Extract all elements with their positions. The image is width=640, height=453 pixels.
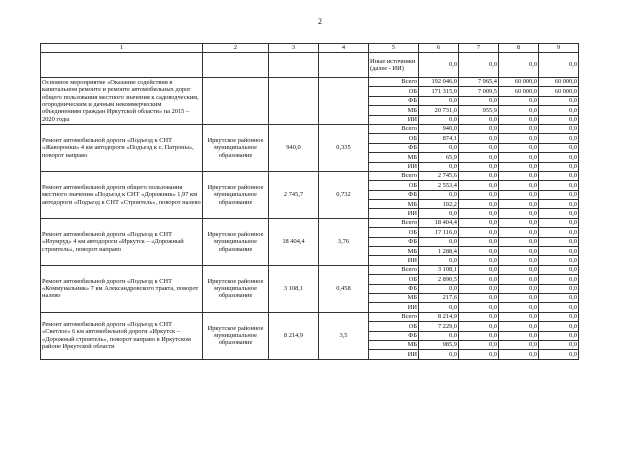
source-label: МБ	[369, 153, 419, 162]
column-number-row	[41, 44, 579, 53]
value-cell: 171 315,0	[419, 87, 459, 96]
value-cell: 0,0	[539, 265, 579, 274]
value-cell: 0,0	[499, 209, 539, 218]
value-cell: 0,0	[499, 284, 539, 293]
activity-name: Ремонт автомобильной дороги «Подъезд к СНТ «Изумруд» 4 км автодороги «Иркутск – «Дорожный строитель», поворот направо	[41, 218, 203, 265]
value-cell: 17 116,0	[419, 228, 459, 237]
value-cell: 0,0	[419, 115, 459, 124]
column-number: 3	[269, 44, 319, 53]
value-cell: 0,0	[499, 322, 539, 331]
value-cell: 0,0	[499, 124, 539, 133]
value-cell: 1 288,4	[419, 247, 459, 256]
value-cell: 0,0	[419, 96, 459, 105]
value-cell: 0,0	[459, 303, 499, 312]
value-cell: 0,0	[419, 53, 459, 78]
value-cell: 0,0	[539, 331, 579, 340]
value-cell: 192,2	[419, 200, 459, 209]
value-cell: 0,0	[459, 312, 499, 321]
source-label: МБ	[369, 200, 419, 209]
value-cell: 2 890,5	[419, 275, 459, 284]
value-cell: 0,0	[539, 247, 579, 256]
source-label: ФБ	[369, 237, 419, 246]
column-number: 4	[319, 44, 369, 53]
value-cell: 0,0	[459, 256, 499, 265]
executor-cell: Иркутское районное муниципальное образование	[203, 171, 269, 218]
empty-cell	[269, 53, 319, 78]
value-cell: 0,0	[419, 190, 459, 199]
value-cell: 0,0	[499, 340, 539, 349]
value-cell: 0,0	[499, 134, 539, 143]
value-cell: 0,0	[499, 293, 539, 302]
cost-cell	[269, 78, 319, 125]
value-cell: 7 009,5	[459, 87, 499, 96]
value-cell: 60 000,0	[539, 87, 579, 96]
value-cell: 0,0	[499, 331, 539, 340]
source-label: МБ	[369, 106, 419, 115]
other-sources-row	[41, 53, 579, 78]
value-cell: 0,0	[459, 181, 499, 190]
value-cell: 0,0	[499, 181, 539, 190]
value-cell: 18 404,4	[419, 218, 459, 227]
value-cell: 0,0	[539, 209, 579, 218]
source-label: ОБ	[369, 275, 419, 284]
value-cell: 0,0	[499, 106, 539, 115]
value-cell: 217,6	[419, 293, 459, 302]
source-label: Всего	[369, 265, 419, 274]
length-cell: 0,732	[319, 171, 369, 218]
value-cell: 0,0	[499, 228, 539, 237]
cost-cell: 18 404,4	[269, 218, 319, 265]
value-cell: 20 731,0	[419, 106, 459, 115]
value-cell: 0,0	[499, 247, 539, 256]
value-cell: 0,0	[499, 153, 539, 162]
source-label: ИИ	[369, 350, 419, 359]
source-label: ОБ	[369, 228, 419, 237]
value-cell: 0,0	[419, 162, 459, 171]
value-cell: 0,0	[499, 190, 539, 199]
value-cell: 192 046,0	[419, 78, 459, 87]
source-label: ИИ	[369, 115, 419, 124]
value-cell: 0,0	[499, 256, 539, 265]
value-cell: 60 000,0	[499, 78, 539, 87]
table-row	[41, 218, 579, 227]
value-cell: 0,0	[539, 237, 579, 246]
column-number: 8	[499, 44, 539, 53]
source-label: ФБ	[369, 190, 419, 199]
table-row	[41, 312, 579, 321]
column-number: 6	[419, 44, 459, 53]
table-row	[41, 78, 579, 87]
value-cell: 0,0	[539, 303, 579, 312]
cost-cell: 2 745,7	[269, 171, 319, 218]
value-cell: 0,0	[539, 115, 579, 124]
source-label: ФБ	[369, 96, 419, 105]
value-cell: 0,0	[539, 143, 579, 152]
table-row	[41, 265, 579, 274]
value-cell: 0,0	[459, 322, 499, 331]
other-sources-label: Иные источники (далее - ИИ)	[369, 53, 419, 78]
value-cell: 0,0	[539, 275, 579, 284]
source-label: ИИ	[369, 162, 419, 171]
value-cell: 0,0	[539, 124, 579, 133]
activity-name: Ремонт автомобильной дороги «Подъезд к СНТ «Коммунальник» 7 км Александровского тракта, поворот налево	[41, 265, 203, 312]
length-cell: 0,458	[319, 265, 369, 312]
source-label: ОБ	[369, 87, 419, 96]
activity-name: Ремонт автомобильной дороги общего пользования местного значения «Подъезд к СНТ «Дорожник» 1,97 км автодороги «Подъезд к СНТ «Строитель», поворот налево	[41, 171, 203, 218]
value-cell: 0,0	[499, 237, 539, 246]
source-label: ИИ	[369, 303, 419, 312]
column-number: 5	[369, 44, 419, 53]
value-cell: 0,0	[419, 237, 459, 246]
length-cell	[319, 78, 369, 125]
source-label: ОБ	[369, 181, 419, 190]
executor-cell	[203, 78, 269, 125]
value-cell: 0,0	[419, 350, 459, 359]
value-cell: 0,0	[539, 106, 579, 115]
value-cell: 0,0	[539, 162, 579, 171]
value-cell: 0,0	[459, 162, 499, 171]
length-cell: 3,5	[319, 312, 369, 359]
value-cell: 0,0	[419, 284, 459, 293]
value-cell: 0,0	[459, 340, 499, 349]
value-cell: 0,0	[539, 153, 579, 162]
activity-name: Ремонт автомобильной дороги «Подъезд к СНТ «Светлое» 6 км автомобильной дороги «Иркутск – «Дорожный строитель», поворот направо в Иркутском районе Иркутской области	[41, 312, 203, 359]
value-cell: 0,0	[459, 171, 499, 180]
value-cell: 0,0	[459, 237, 499, 246]
value-cell: 0,0	[499, 115, 539, 124]
value-cell: 0,0	[539, 322, 579, 331]
length-cell: 3,76	[319, 218, 369, 265]
value-cell: 65,9	[419, 153, 459, 162]
value-cell: 0,0	[539, 228, 579, 237]
table-row	[41, 124, 579, 133]
program-table	[40, 43, 579, 360]
value-cell: 0,0	[539, 218, 579, 227]
value-cell: 0,0	[539, 293, 579, 302]
column-number: 1	[41, 44, 203, 53]
source-label: ФБ	[369, 143, 419, 152]
value-cell: 0,0	[459, 143, 499, 152]
value-cell: 0,0	[539, 284, 579, 293]
value-cell: 0,0	[539, 53, 579, 78]
executor-cell: Иркутское районное муниципальное образование	[203, 218, 269, 265]
source-label: Всего	[369, 312, 419, 321]
value-cell: 0,0	[419, 209, 459, 218]
value-cell: 0,0	[539, 200, 579, 209]
value-cell: 0,0	[499, 96, 539, 105]
value-cell: 0,0	[539, 96, 579, 105]
value-cell: 0,0	[499, 312, 539, 321]
source-label: ФБ	[369, 284, 419, 293]
value-cell: 0,0	[459, 218, 499, 227]
column-number: 9	[539, 44, 579, 53]
source-label: Всего	[369, 171, 419, 180]
value-cell: 0,0	[539, 340, 579, 349]
value-cell: 0,0	[459, 209, 499, 218]
value-cell: 0,0	[459, 331, 499, 340]
value-cell: 0,0	[499, 265, 539, 274]
value-cell: 0,0	[539, 190, 579, 199]
value-cell: 7 229,0	[419, 322, 459, 331]
empty-cell	[41, 53, 203, 78]
source-label: Всего	[369, 124, 419, 133]
source-label: ОБ	[369, 322, 419, 331]
page-number: 2	[318, 17, 322, 26]
executor-cell: Иркутское районное муниципальное образование	[203, 312, 269, 359]
value-cell: 0,0	[499, 143, 539, 152]
value-cell: 0,0	[499, 218, 539, 227]
value-cell: 0,0	[539, 181, 579, 190]
value-cell: 0,0	[419, 303, 459, 312]
value-cell: 2 745,6	[419, 171, 459, 180]
value-cell: 0,0	[459, 124, 499, 133]
value-cell: 0,0	[499, 303, 539, 312]
cost-cell: 8 214,9	[269, 312, 319, 359]
value-cell: 0,0	[459, 228, 499, 237]
empty-cell	[319, 53, 369, 78]
source-label: МБ	[369, 247, 419, 256]
value-cell: 0,0	[539, 312, 579, 321]
value-cell: 0,0	[459, 275, 499, 284]
value-cell: 0,0	[499, 275, 539, 284]
source-label: ФБ	[369, 331, 419, 340]
value-cell: 0,0	[459, 247, 499, 256]
length-cell: 0,335	[319, 124, 369, 171]
source-label: ОБ	[369, 134, 419, 143]
value-cell: 3 108,1	[419, 265, 459, 274]
value-cell: 0,0	[419, 256, 459, 265]
value-cell: 60 000,0	[499, 87, 539, 96]
table-row	[41, 171, 579, 180]
column-number: 2	[203, 44, 269, 53]
value-cell: 0,0	[539, 350, 579, 359]
cost-cell: 940,0	[269, 124, 319, 171]
value-cell: 0,0	[499, 171, 539, 180]
value-cell: 0,0	[419, 143, 459, 152]
value-cell: 0,0	[539, 256, 579, 265]
cost-cell: 3 108,1	[269, 265, 319, 312]
empty-cell	[203, 53, 269, 78]
activity-name: Ремонт автомобильной дороги «Подъезд к СНТ «Жаворонки» 4 км автодороги «Подъезд к с. Патроны», поворот направо	[41, 124, 203, 171]
value-cell: 0,0	[459, 134, 499, 143]
value-cell: 0,0	[459, 293, 499, 302]
source-label: Всего	[369, 78, 419, 87]
activity-name: Основное мероприятие «Оказание содействия в капитальном ремонте и ремонте автомобильных дорог общего пользования местного значения к садоводческим, огородническим и дачным некоммерческим объединениям граждан Иркутской области» на 2015 – 2020 годы	[41, 78, 203, 125]
value-cell: 0,0	[539, 171, 579, 180]
value-cell: 0,0	[459, 190, 499, 199]
value-cell: 0,0	[459, 115, 499, 124]
value-cell: 0,0	[499, 162, 539, 171]
source-label: ИИ	[369, 209, 419, 218]
executor-cell: Иркутское районное муниципальное образование	[203, 124, 269, 171]
value-cell: 8 214,9	[419, 312, 459, 321]
value-cell: 0,0	[499, 350, 539, 359]
source-label: Всего	[369, 218, 419, 227]
value-cell: 940,0	[419, 124, 459, 133]
value-cell: 0,0	[419, 331, 459, 340]
value-cell: 0,0	[499, 53, 539, 78]
value-cell: 2 553,4	[419, 181, 459, 190]
value-cell: 955,9	[459, 106, 499, 115]
value-cell: 0,0	[459, 284, 499, 293]
value-cell: 0,0	[459, 265, 499, 274]
value-cell: 60 000,0	[539, 78, 579, 87]
value-cell: 7 965,4	[459, 78, 499, 87]
value-cell: 0,0	[499, 200, 539, 209]
value-cell: 985,9	[419, 340, 459, 349]
value-cell: 0,0	[459, 53, 499, 78]
source-label: МБ	[369, 293, 419, 302]
column-number: 7	[459, 44, 499, 53]
value-cell: 0,0	[539, 134, 579, 143]
source-label: ИИ	[369, 256, 419, 265]
value-cell: 0,0	[459, 96, 499, 105]
source-label: МБ	[369, 340, 419, 349]
value-cell: 874,1	[419, 134, 459, 143]
value-cell: 0,0	[459, 153, 499, 162]
value-cell: 0,0	[459, 200, 499, 209]
executor-cell: Иркутское районное муниципальное образование	[203, 265, 269, 312]
value-cell: 0,0	[459, 350, 499, 359]
